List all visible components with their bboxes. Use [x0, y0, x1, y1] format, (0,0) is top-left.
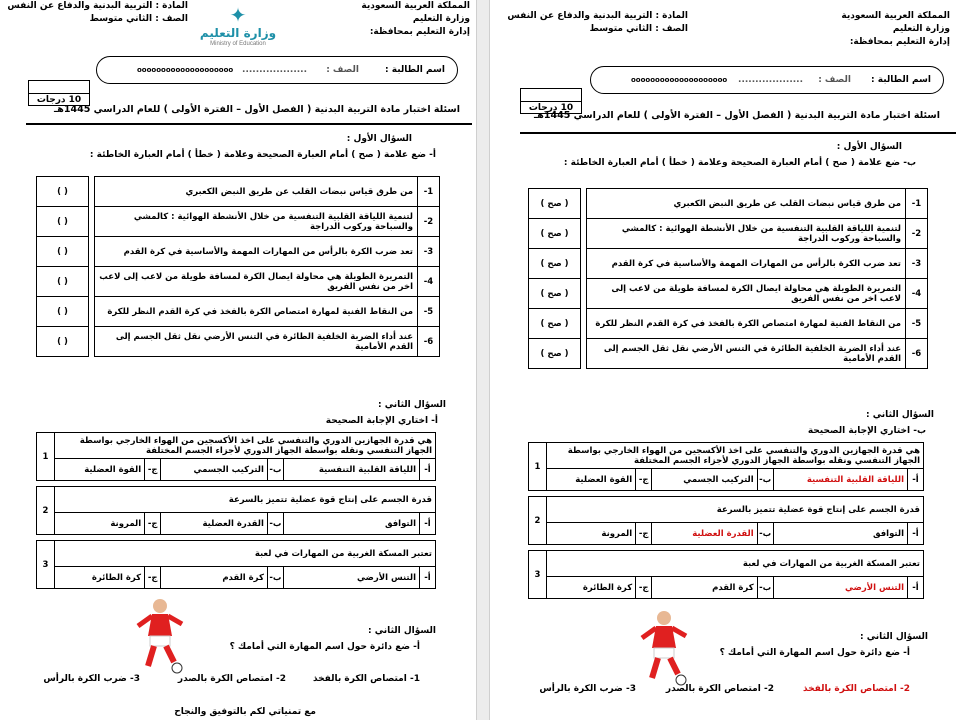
q1-gap [89, 267, 95, 297]
name-label: اسم الطالبة : [385, 65, 445, 75]
q2-stem-row [529, 497, 924, 523]
q2-option-letter: ب- [267, 513, 283, 535]
q1-item-text: تعد ضرب الكرة بالرأس من المهارات المهمة والأساسية في كرة القدم [95, 237, 418, 267]
q1-instruction: ب- ضع علامة ( صح ) أمام العبارة الصحيحة وعلامة ( خطأ ) أمام العبارة الخاطئة : [563, 158, 916, 168]
q1-row [37, 327, 440, 357]
q2-option-letter: ج- [636, 577, 652, 599]
q2-option[interactable]: القدرة العضلية [161, 513, 268, 535]
q3-answer-option[interactable]: 2- امتصاص الكرة بالفخذ [802, 684, 910, 694]
q2-option[interactable]: التركيب الجسمي [161, 459, 268, 481]
page-gutter [476, 0, 490, 720]
footer-wish: مع تمنياتي لكم بالتوفيق والنجاح [174, 707, 316, 717]
q1-item-text: من النقاط الفنية لمهارة امتصاص الكرة بالفخذ في كرة القدم النظر للكرة [95, 297, 418, 327]
q2-options-row [37, 513, 436, 535]
q1-item-text: التمريرة الطويلة هي محاولة ايصال الكرة لمسافة طويلة من لاعب إلى لاعب اخر من نفس الفريق [95, 267, 418, 297]
q1-item-number: 2- [418, 207, 440, 237]
q1-table [528, 188, 928, 369]
q2-stem: تعتبر المسكة الغربية من المهارات في لعبة [547, 551, 924, 577]
grade-text: الصف : الثاني متوسط [589, 24, 688, 34]
q2-options-row [529, 469, 924, 491]
q1-item-text: لتنمية اللياقة القلبية التنفسية من خلال الأنشطة الهوائية : كالمشي والسباحة وركوب الدراجة [95, 207, 418, 237]
q2-option[interactable]: كرة القدم [161, 567, 268, 589]
q2-stem-row [529, 443, 924, 469]
q2-table [36, 432, 436, 589]
q2-option-letter: ج- [145, 567, 161, 589]
q1-item-text: من طرق قياس نبضات القلب عن طريق النبض الكعبري [95, 177, 418, 207]
q2-option-letter: ج- [145, 513, 161, 535]
q2-option[interactable]: كرة الطائرة [547, 577, 636, 599]
exam-title: اسئلة اختبار مادة التربية البدنية ( الفصل الأول – الفترة الأولى ) للعام الدراسي 1445هـ [534, 110, 940, 121]
q1-item-text: عند أداء الضربة الخلفية الطائرة في التنس الأرضي نقل ثقل الجسم إلى القدم الأمامية [95, 327, 418, 357]
q1-table [36, 176, 440, 357]
q2-option-letter: أ- [420, 513, 436, 535]
q1-item-number: 5- [906, 309, 928, 339]
score-value: 10 درجات [36, 95, 82, 105]
q2-option-letter: أ- [420, 459, 436, 481]
q2-option-letter: ب- [757, 577, 773, 599]
header-left [507, 10, 688, 36]
q1-answer-field[interactable]: ( صح ) [529, 339, 581, 369]
q2-option[interactable]: المرونة [55, 513, 145, 535]
q1-item-number: 2- [906, 219, 928, 249]
q2-item-number: 2 [529, 497, 547, 545]
q2-stem: هي قدرة الجهازين الدوري والتنفسي على اخذ الأكسجين من الهواء الخارجي بواسطة الجهاز التنفسي ونقله بواسطة الجهاز الدوري لأجزاء الجسم المختلفة [55, 433, 436, 459]
q1-row [529, 249, 928, 279]
q3-option-2[interactable]: 2- امتصاص الكرة بالصدر [177, 674, 286, 684]
q2-option[interactable]: كرة القدم [652, 577, 758, 599]
q1-gap [581, 249, 587, 279]
name-zeros: oooooooooooooooooooo [137, 66, 234, 74]
q2-option[interactable]: اللياقة القلبية التنفسية [773, 469, 907, 491]
header-right [841, 10, 950, 49]
q2-item-number: 3 [37, 541, 55, 589]
q2-option[interactable]: التنس الأرضي [283, 567, 419, 589]
q2-stem-row [529, 551, 924, 577]
q1-gap [581, 309, 587, 339]
q1-answer-field[interactable]: ( ) [37, 267, 89, 297]
q2-option-letter: ب- [267, 459, 283, 481]
q2-option[interactable]: التنس الأرضي [773, 577, 907, 599]
header-right [361, 0, 470, 39]
q1-row [529, 219, 928, 249]
q1-answer-field[interactable]: ( ) [37, 237, 89, 267]
q1-row [529, 309, 928, 339]
q1-answer-field[interactable]: ( صح ) [529, 279, 581, 309]
exam-title: اسئلة اختبار مادة التربية البدنية ( الفصل الأول – الفترة الأولى ) للعام الدراسي 1445هـ [54, 104, 460, 115]
directorate-text: إدارة التعليم بمحافظة: [849, 37, 950, 47]
q1-item-number: 1- [418, 177, 440, 207]
q2-option[interactable]: القوة العضلية [547, 469, 636, 491]
ministry-text: وزارة التعليم [412, 14, 470, 24]
q2-option-letter: أ- [908, 469, 924, 491]
q2-item-number: 1 [37, 433, 55, 481]
student-name-box [96, 56, 458, 84]
title-rule [26, 123, 472, 125]
class-dots: ................... [738, 75, 803, 85]
q1-gap [89, 207, 95, 237]
q1-gap [581, 189, 587, 219]
q2-option[interactable]: التركيب الجسمي [652, 469, 758, 491]
q2-option[interactable]: القدرة العضلية [652, 523, 758, 545]
q1-row [37, 177, 440, 207]
q1-gap [581, 279, 587, 309]
q2-stem-row [37, 433, 436, 459]
q2-stem: قدرة الجسم على إنتاج قوة عضلية تتميز بالسرعة [547, 497, 924, 523]
q1-instruction: أ- ضع علامة ( صح ) أمام العبارة الصحيحة وعلامة ( خطأ ) أمام العبارة الخاطئة : [89, 150, 436, 160]
q2-option[interactable]: كرة الطائرة [55, 567, 145, 589]
q2-label: السؤال الثاني : [865, 410, 934, 420]
title-rule [520, 132, 956, 134]
subject-text: المادة : التربية البدنية والدفاع عن النفس [507, 11, 688, 21]
q3-option-3[interactable]: 3- ضرب الكرة بالرأس [539, 684, 636, 694]
q1-gap [581, 339, 587, 369]
q2-table [528, 442, 924, 599]
exam-page-answered [490, 0, 960, 720]
q2-option[interactable]: التوافق [283, 513, 419, 535]
q3-instruction: أ- ضع دائرة حول اسم المهارة التي أمامك ؟ [229, 642, 420, 652]
ministry-logo: ✦ وزارة التعليم Ministry of Education [199, 3, 277, 47]
q2-option-letter: أ- [420, 567, 436, 589]
q1-gap [581, 219, 587, 249]
q2-option-letter: ج- [636, 469, 652, 491]
score-value: 10 درجات [528, 103, 574, 113]
q2-item-number: 1 [529, 443, 547, 491]
q1-answer-field[interactable]: ( صح ) [529, 189, 581, 219]
q3-instruction: أ- ضع دائرة حول اسم المهارة التي أمامك ؟ [719, 648, 910, 658]
q1-gap [89, 177, 95, 207]
q2-option[interactable]: القوة العضلية [55, 459, 145, 481]
kingdom-text: المملكة العربية السعودية [361, 1, 470, 11]
q1-item-number: 4- [418, 267, 440, 297]
q1-label: السؤال الأول : [836, 142, 902, 152]
q2-label: السؤال الثاني : [377, 400, 446, 410]
q2-option-letter: ج- [145, 459, 161, 481]
q1-item-text: من طرق قياس نبضات القلب عن طريق النبض الكعبري [587, 189, 906, 219]
q1-item-number: 6- [418, 327, 440, 357]
q3-label: السؤال الثاني : [367, 626, 436, 636]
q1-item-number: 6- [906, 339, 928, 369]
q1-item-number: 4- [906, 279, 928, 309]
q2-stem: تعتبر المسكة الغربية من المهارات في لعبة [55, 541, 436, 567]
q2-options-row [529, 523, 924, 545]
q1-item-text: تعد ضرب الكرة بالرأس من المهارات المهمة والأساسية في كرة القدم [587, 249, 906, 279]
q3-option-3[interactable]: 3- ضرب الكرة بالرأس [43, 674, 140, 684]
q1-answer-field[interactable]: ( ) [37, 327, 89, 357]
q1-row [529, 279, 928, 309]
q1-row [529, 339, 928, 369]
ministry-text: وزارة التعليم [892, 24, 950, 34]
q2-option[interactable]: التوافق [773, 523, 907, 545]
q1-gap [89, 237, 95, 267]
subject-text: المادة : التربية البدنية والدفاع عن النفس [7, 1, 188, 11]
directorate-text: إدارة التعليم بمحافظة: [369, 27, 470, 37]
q2-option[interactable]: اللياقة القلبية التنفسية [283, 459, 419, 481]
q1-row [529, 189, 928, 219]
q1-item-text: من النقاط الفنية لمهارة امتصاص الكرة بالفخذ في كرة القدم النظر للكرة [587, 309, 906, 339]
football-player-image [130, 596, 190, 674]
q3-option-2[interactable]: 2- امتصاص الكرة بالصدر [665, 684, 774, 694]
name-zeros: oooooooooooooooooooo [631, 76, 728, 84]
q2-stem-row [37, 487, 436, 513]
q2-options-row [37, 459, 436, 481]
q2-stem: هي قدرة الجهازين الدوري والتنفسي على اخذ الأكسجين من الهواء الخارجي بواسطة الجهاز التنفسي ونقله بواسطة الجهاز الدوري لأجزاء الجسم المختلفة [547, 443, 924, 469]
q2-option-letter: ب- [267, 567, 283, 589]
q2-stem: قدرة الجسم على إنتاج قوة عضلية تتميز بالسرعة [55, 487, 436, 513]
q3-option-1[interactable]: 1- امتصاص الكرة بالفخذ [312, 674, 420, 684]
q1-item-number: 3- [906, 249, 928, 279]
q2-options-row [37, 567, 436, 589]
q2-option-letter: ج- [636, 523, 652, 545]
q1-answer-field[interactable]: ( ) [37, 297, 89, 327]
q2-item-number: 2 [37, 487, 55, 535]
q1-gap [89, 327, 95, 357]
q1-label: السؤال الأول : [346, 134, 412, 144]
q2-instruction: أ- اختاري الإجابة الصحيحة [325, 416, 438, 426]
q3-label: السؤال الثاني : [859, 632, 928, 642]
q1-item-text: لتنمية اللياقة القلبية التنفسية من خلال الأنشطة الهوائية : كالمشي والسباحة وركوب الدراجة [587, 219, 906, 249]
q1-answer-field[interactable]: ( ) [37, 207, 89, 237]
q2-option[interactable]: المرونة [547, 523, 636, 545]
q1-row [37, 267, 440, 297]
exam-page-blank [0, 0, 476, 720]
q1-item-number: 3- [418, 237, 440, 267]
q2-instruction: ب- اختاري الإجابة الصحيحة [807, 426, 926, 436]
score-box [28, 80, 90, 106]
class-label: الصف : [326, 65, 359, 75]
q2-options-row [529, 577, 924, 599]
q1-item-text: عند أداء الضربة الخلفية الطائرة في التنس الأرضي نقل ثقل الجسم إلى القدم الأمامية [587, 339, 906, 369]
q1-item-text: التمريرة الطويلة هي محاولة ايصال الكرة لمسافة طويلة من لاعب إلى لاعب اخر من نفس الفريق [587, 279, 906, 309]
grade-text: الصف : الثاني متوسط [89, 14, 188, 24]
q1-row [37, 297, 440, 327]
q2-item-number: 3 [529, 551, 547, 599]
student-name-box [590, 66, 944, 94]
q2-option-letter: ب- [757, 523, 773, 545]
logo-icon: ✦ [229, 3, 247, 27]
q1-answer-field[interactable]: ( ) [37, 177, 89, 207]
class-label: الصف : [818, 75, 851, 85]
q1-row [37, 207, 440, 237]
q1-answer-field[interactable]: ( صح ) [529, 309, 581, 339]
q1-item-number: 5- [418, 297, 440, 327]
header-left [7, 0, 188, 26]
q2-option-letter: ب- [757, 469, 773, 491]
q1-row [37, 237, 440, 267]
kingdom-text: المملكة العربية السعودية [841, 11, 950, 21]
q1-answer-field[interactable]: ( صح ) [529, 219, 581, 249]
q2-option-letter: أ- [908, 577, 924, 599]
q2-option-letter: أ- [908, 523, 924, 545]
class-dots: ................... [242, 65, 307, 75]
q1-item-number: 1- [906, 189, 928, 219]
q1-gap [89, 297, 95, 327]
football-player-image [634, 608, 694, 686]
q1-answer-field[interactable]: ( صح ) [529, 249, 581, 279]
name-label: اسم الطالبة : [871, 75, 931, 85]
q2-stem-row [37, 541, 436, 567]
